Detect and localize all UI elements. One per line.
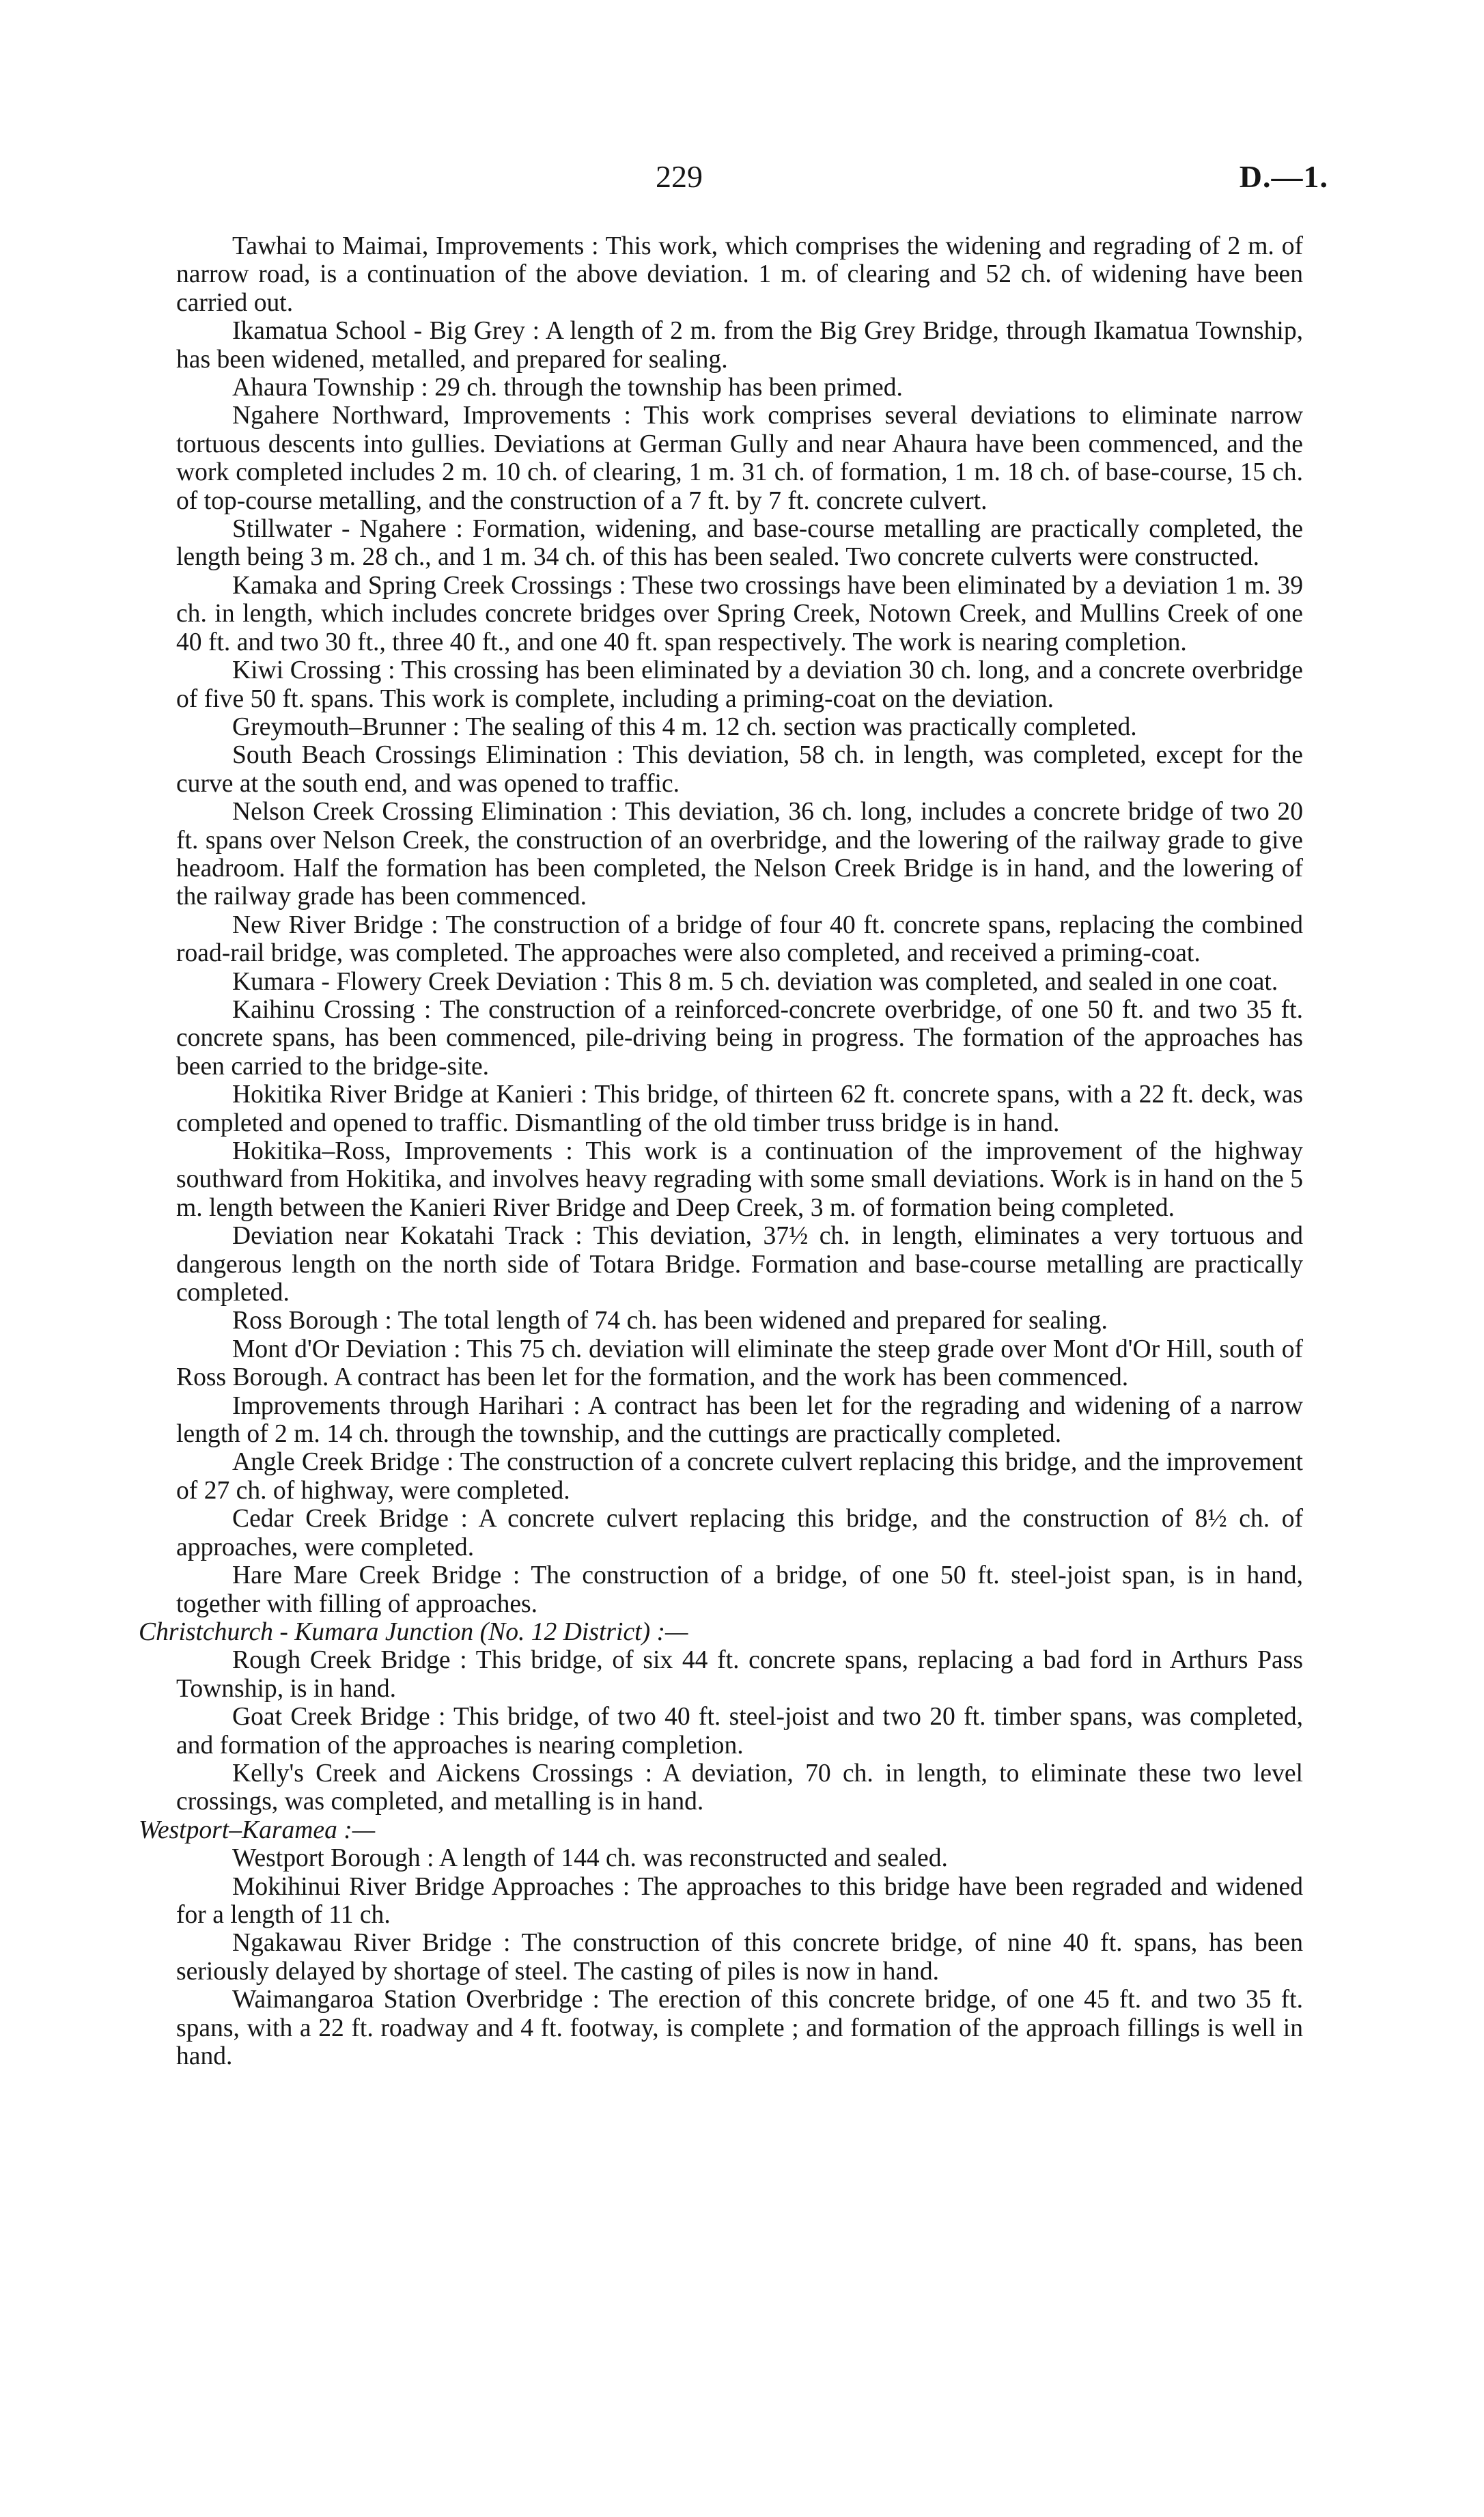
paragraph-kiwi xyxy=(176,656,1303,713)
paragraph-ahaura xyxy=(176,374,1303,402)
paragraph-subject: Westport Borough : xyxy=(232,1844,434,1873)
paragraph-subject: Stillwater - Ngahere : xyxy=(232,515,463,544)
paragraph-text: This 8 m. 5 ch. deviation was completed, and sealed in one coat. xyxy=(611,967,1278,996)
paragraph-text: This work is a continuation of the improvement of the highway southward from Hokitika, and involves heavy regrading with some small deviations. Work is in hand on the 5 m. length between the Kanieri River Bridge and Deep Creek, 3 m. of formation being completed. xyxy=(176,1137,1303,1222)
document-reference: D.—1. xyxy=(1239,159,1328,194)
paragraph-subject: Kamaka and Spring Creek Crossings : xyxy=(232,571,626,600)
paragraph-mont-dor xyxy=(176,1335,1303,1392)
paragraph-text: Formation, widening, and base-course metalling are practically completed, the length being 3 m. 28 ch., and 1 m. 34 ch. of this has been sealed. Two concrete culverts were constructed. xyxy=(176,515,1303,572)
paragraph-text: The total length of 74 ch. has been widened and prepared for sealing. xyxy=(391,1307,1108,1335)
paragraph-text: A concrete culvert replacing this bridge, and the construction of 8½ ch. of approaches, were completed. xyxy=(176,1505,1303,1561)
paragraph-subject: South Beach Crossings Elimination : xyxy=(232,741,624,770)
paragraph-subject: Tawhai to Maimai, Improvements : xyxy=(232,232,599,260)
paragraph-subject: Cedar Creek Bridge : xyxy=(232,1505,468,1533)
paragraph-subject: Goat Creek Bridge : xyxy=(232,1703,446,1732)
paragraph-text: The construction of a bridge of four 40 ft. concrete spans, replacing the combined road-rail bridge, was completed. The approaches were also completed, and received a priming-coat. xyxy=(176,910,1303,968)
paragraph-kumara-flowery xyxy=(176,968,1303,996)
page-header xyxy=(0,158,1484,206)
paragraph-rough-creek xyxy=(176,1646,1303,1703)
paragraph-subject: Greymouth–Brunner : xyxy=(232,712,460,741)
paragraph-subject: Mont d'Or Deviation : xyxy=(232,1335,461,1363)
paragraph-cedar-creek xyxy=(176,1505,1303,1561)
paragraph-hokitika-bridge xyxy=(176,1081,1303,1137)
paragraph-text: A length of 144 ch. was reconstructed and sealed. xyxy=(434,1844,948,1873)
document-body xyxy=(139,232,1303,2070)
paragraph-subject: Kaihinu Crossing : xyxy=(232,995,432,1024)
paragraph-mokihinui xyxy=(176,1873,1303,1930)
paragraph-westport-borough xyxy=(176,1844,1303,1872)
paragraph-kellys-creek xyxy=(176,1760,1303,1816)
paragraph-text: This 75 ch. deviation will eliminate the steep grade over Mont d'Or Hill, south of Ross Borough. A contract has been let for the formation, and the work has been commenced. xyxy=(176,1335,1303,1392)
paragraph-harihari xyxy=(176,1392,1303,1449)
paragraph-kamaka xyxy=(176,572,1303,656)
paragraph-subject: Ngakawau River Bridge : xyxy=(232,1929,511,1958)
paragraph-kokatahi xyxy=(176,1222,1303,1307)
paragraph-subject: Ahaura Township : xyxy=(232,374,428,402)
paragraph-subject: Hokitika–Ross, Improvements : xyxy=(232,1137,573,1165)
paragraph-goat-creek xyxy=(176,1703,1303,1760)
paragraph-subject: Deviation near Kokatahi Track : xyxy=(232,1222,583,1251)
section-heading-westport-karamea: Westport–Karamea :— xyxy=(139,1816,376,1844)
paragraph-subject: Rough Creek Bridge : xyxy=(232,1646,467,1675)
paragraph-subject: Kelly's Creek and Aickens Crossings : xyxy=(232,1759,653,1788)
paragraph-angle-creek xyxy=(176,1448,1303,1505)
paragraph-greymouth-brunner xyxy=(176,713,1303,741)
paragraph-ngakawau xyxy=(176,1929,1303,1986)
paragraph-subject: Ross Borough : xyxy=(232,1307,392,1335)
paragraph-nelson-creek xyxy=(176,798,1303,911)
paragraph-ikamatua xyxy=(176,317,1303,374)
paragraph-stillwater xyxy=(176,515,1303,572)
paragraph-text: This crossing has been eliminated by a deviation 30 ch. long, and a concrete overbridge of five 50 ft. spans. This work is complete, including a priming-coat on the deviation. xyxy=(176,656,1303,713)
paragraph-text: The construction of a bridge, of one 50 ft. steel-joist span, is in hand, together with filling of approaches. xyxy=(176,1561,1303,1618)
paragraph-text: A contract has been let for the regrading and widening of a narrow length of 2 m. 14 ch. through the township, and the cuttings are practically completed. xyxy=(176,1391,1303,1449)
paragraph-hare-mare xyxy=(176,1561,1303,1618)
paragraph-kaihinu xyxy=(176,996,1303,1081)
paragraph-subject: Mokihinui River Bridge Approaches : xyxy=(232,1872,630,1901)
paragraph-text: These two crossings have been eliminated by a deviation 1 m. 39 ch. in length, which includes concrete bridges over Spring Creek, Notown Creek, and Mullins Creek of one 40 ft. and two 30 ft., three 40 ft., and one 40 ft. span respectively. The work is nearing completion. xyxy=(176,571,1303,656)
paragraph-text: This bridge, of six 44 ft. concrete spans, replacing a bad ford in Arthurs Pass Township, is in hand. xyxy=(176,1646,1303,1703)
paragraph-subject: Hare Mare Creek Bridge : xyxy=(232,1561,520,1590)
paragraph-tawhai-maimai xyxy=(176,232,1303,317)
paragraph-text: This bridge, of thirteen 62 ft. concrete spans, with a 22 ft. deck, was completed and opened to traffic. Dismantling of the old timber truss bridge is in hand. xyxy=(176,1081,1303,1137)
paragraph-waimangaroa xyxy=(176,1986,1303,2070)
paragraph-text: The sealing of this 4 m. 12 ch. section was practically completed. xyxy=(459,712,1137,741)
paragraph-text: This work comprises several deviations to eliminate narrow tortuous descents into gullies. Deviations at German Gully and near Ahaura have been commenced, and the work completed includes 2 m. 10 ch. of clearing, 1 m. 31 ch. of formation, 1 m. 18 ch. of base-course, 15 ch. of top-course metalling, and the construction of a 7 ft. by 7 ft. concrete culvert. xyxy=(176,402,1303,515)
paragraph-subject: Hokitika River Bridge at Kanieri : xyxy=(232,1081,588,1109)
paragraph-subject: Ikamatua School - Big Grey : xyxy=(232,317,540,346)
paragraph-ross-borough xyxy=(176,1307,1303,1335)
paragraph-text: This work, which comprises the widening and regrading of 2 m. of narrow road, is a continuation of the above deviation. 1 m. of clearing and 52 ch. of widening have been carried out. xyxy=(176,232,1303,317)
paragraph-text: The construction of a reinforced-concrete overbridge, of one 50 ft. and two 35 ft. concrete spans, has been commenced, pile-driving being in progress. The formation of the approaches has been carried to the bridge-site. xyxy=(176,995,1303,1081)
paragraph-text: This deviation, 58 ch. in length, was completed, except for the curve at the south end, and was opened to traffic. xyxy=(176,741,1303,798)
paragraph-south-beach xyxy=(176,741,1303,798)
paragraph-text: This deviation, 36 ch. long, includes a concrete bridge of two 20 ft. spans over Nelson Creek, the construction of an overbridge, and the lowering of the railway grade to give headroom. Half the formation has been completed, the Nelson Creek Bridge is in hand, and the lowering of the railway grade has been commenced. xyxy=(176,798,1303,911)
paragraph-text: A deviation, 70 ch. in length, to eliminate these two level crossings, was completed, and metalling is in hand. xyxy=(176,1759,1303,1816)
paragraph-hokitika-ross xyxy=(176,1137,1303,1222)
paragraph-text: The construction of a concrete culvert replacing this bridge, and the improvement of 27 ch. of highway, were completed. xyxy=(176,1448,1303,1505)
paragraph-text: The erection of this concrete bridge, of one 45 ft. and two 35 ft. spans, with a 22 ft. roadway and 4 ft. footway, is complete ; and formation of the approach fillings is well in hand. xyxy=(176,1986,1303,2070)
paragraph-subject: Kiwi Crossing : xyxy=(232,656,395,685)
section-heading-christchurch-kumara: Christchurch - Kumara Junction (No. 12 District) :— xyxy=(139,1617,688,1646)
page-number: 229 xyxy=(656,159,703,194)
paragraph-subject: Ngahere Northward, Improvements : xyxy=(232,402,631,430)
paragraph-subject: New River Bridge : xyxy=(232,910,438,939)
paragraph-new-river xyxy=(176,911,1303,968)
paragraph-text: A length of 2 m. from the Big Grey Bridge, through Ikamatua Township, has been widened, metalled, and prepared for sealing. xyxy=(176,317,1303,374)
paragraph-text: 29 ch. through the township has been primed. xyxy=(428,374,903,402)
paragraph-subject: Improvements through Harihari : xyxy=(232,1391,580,1420)
paragraph-text: The construction of this concrete bridge, of nine 40 ft. spans, has been seriously delayed by shortage of steel. The casting of piles is now in hand. xyxy=(176,1929,1303,1986)
paragraph-subject: Kumara - Flowery Creek Deviation : xyxy=(232,967,611,996)
paragraph-text: This bridge, of two 40 ft. steel-joist and two 20 ft. timber spans, was completed, and formation of the approaches is nearing completion. xyxy=(176,1703,1303,1760)
paragraph-subject: Waimangaroa Station Overbridge : xyxy=(232,1986,600,2014)
paragraph-subject: Angle Creek Bridge : xyxy=(232,1448,454,1477)
paragraph-text: The approaches to this bridge have been regraded and widened for a length of 11 ch. xyxy=(176,1872,1303,1929)
paragraph-text: This deviation, 37½ ch. in length, eliminates a very tortuous and dangerous length on the north side of Totara Bridge. Formation and base-course metalling are practically completed. xyxy=(176,1222,1303,1307)
paragraph-ngahere-northward xyxy=(176,402,1303,515)
paragraph-subject: Nelson Creek Crossing Elimination : xyxy=(232,798,618,826)
